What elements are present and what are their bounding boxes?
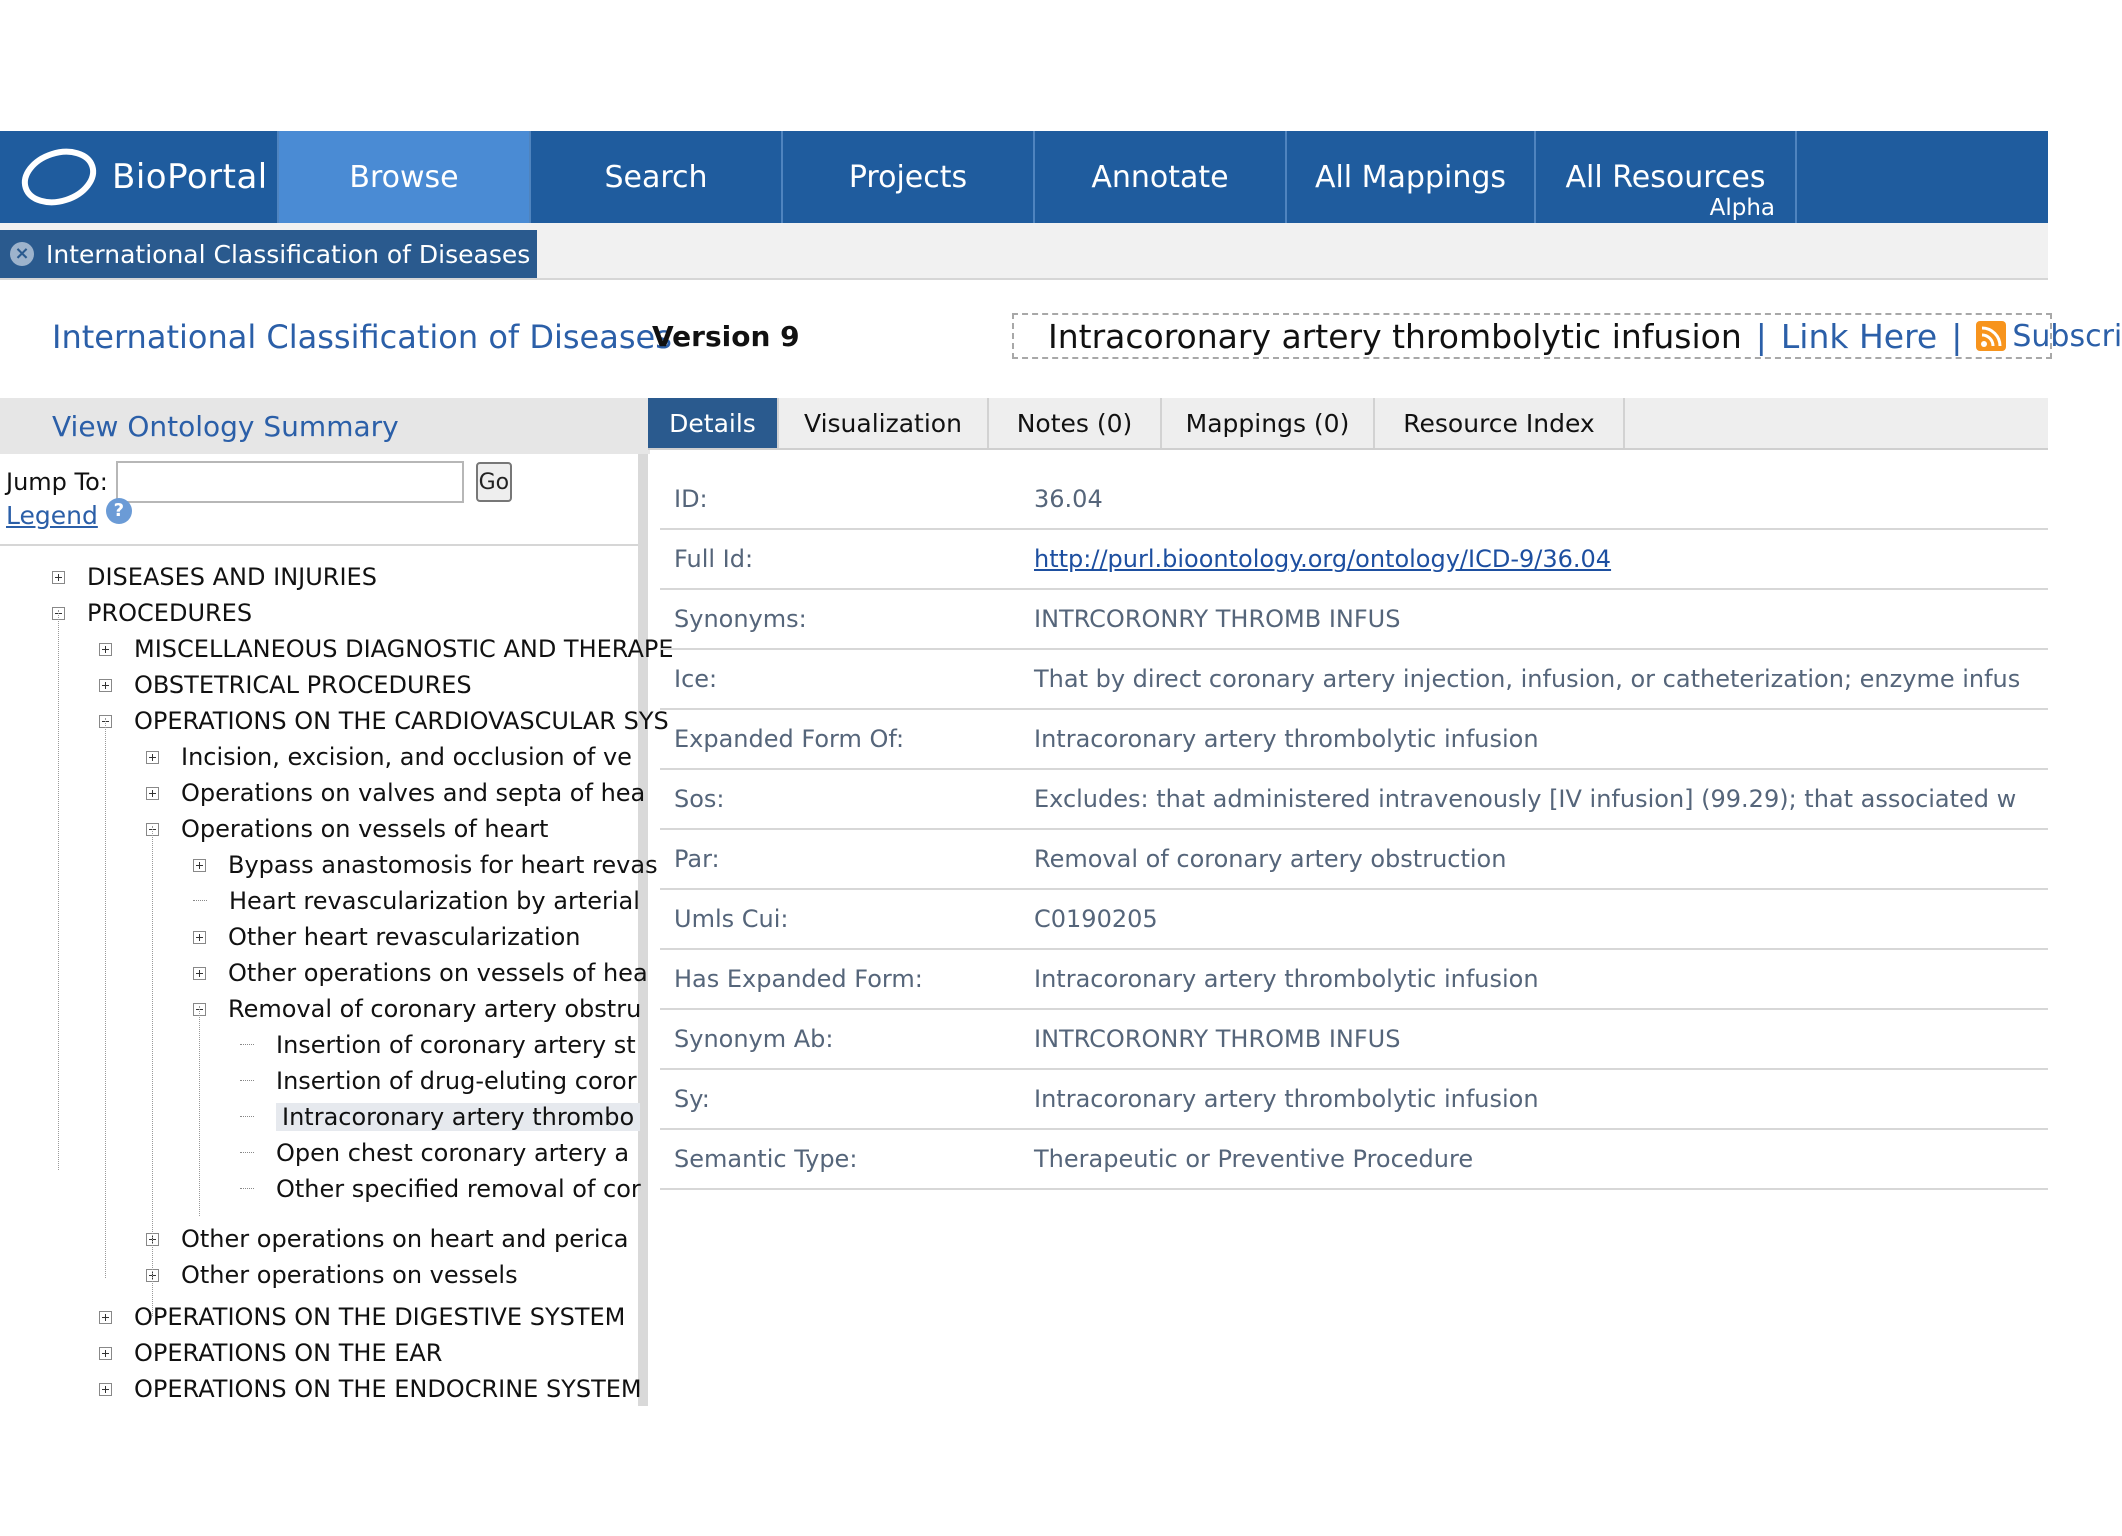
tab-visualization[interactable] [779, 398, 989, 448]
tab-resource-index[interactable] [1375, 398, 1625, 448]
tree-guide-line [58, 610, 59, 1170]
detail-row [660, 770, 2048, 830]
ontology-tree-panel [0, 398, 674, 1406]
separator: | [1951, 316, 1963, 356]
ontology-tab-strip [0, 223, 2048, 280]
tree-node-label[interactable]: MISCELLANEOUS DIAGNOSTIC AND THERAPE [134, 635, 674, 663]
tree-node-label[interactable]: OPERATIONS ON THE DIGESTIVE SYSTEM [134, 1303, 626, 1331]
nav-tab-label: Projects [848, 159, 968, 195]
details-tab-bar [648, 398, 2048, 450]
tree-divider [0, 544, 640, 546]
detail-row [660, 830, 2048, 890]
tree-node-label[interactable]: Other operations on vessels [181, 1261, 518, 1289]
tab-label: Notes (0) [1016, 408, 1133, 438]
tree-connector [193, 900, 207, 902]
tree-node-label[interactable]: Open chest coronary artery a [276, 1139, 630, 1167]
tree-node-label[interactable]: Bypass anastomosis for heart revas [228, 851, 658, 879]
tree-node[interactable] [99, 1300, 699, 1334]
tab-mappings[interactable] [1162, 398, 1375, 448]
bioportal-logo-icon [20, 147, 98, 207]
expand-icon[interactable] [146, 751, 159, 764]
expand-icon[interactable] [193, 931, 206, 944]
top-navigation [0, 131, 2048, 223]
nav-tab-projects[interactable] [783, 131, 1035, 223]
full-id-link[interactable]: http://purl.bioontology.org/ontology/ICD-9/36.04 [1034, 545, 1612, 573]
nav-tab-all-mappings[interactable] [1287, 131, 1536, 223]
tree-connector [240, 1044, 254, 1046]
expand-icon[interactable] [99, 643, 112, 656]
concept-details-panel [648, 398, 2048, 1298]
detail-value: 36.04 [1034, 485, 1103, 513]
ontology-tab-label: International Classification of Diseases [46, 239, 531, 269]
nav-tab-browse[interactable] [279, 131, 531, 223]
expand-icon[interactable] [99, 679, 112, 692]
expand-icon[interactable] [52, 571, 65, 584]
detail-row [660, 650, 2048, 710]
tree-connector [240, 1080, 254, 1082]
tree-node-label[interactable]: PROCEDURES [87, 599, 253, 627]
tree-node[interactable] [99, 1336, 699, 1370]
detail-value: Intracoronary artery thrombolytic infusion [1034, 725, 1539, 753]
legend-link[interactable]: Legend [6, 501, 98, 530]
tree-node-label[interactable]: Other specified removal of cor [276, 1175, 641, 1203]
nav-tab-annotate[interactable] [1035, 131, 1287, 223]
tree-node[interactable] [99, 704, 699, 738]
expand-icon[interactable] [193, 859, 206, 872]
tab-label: Visualization [804, 408, 962, 438]
tree-node-label[interactable]: OPERATIONS ON THE EAR [134, 1339, 443, 1367]
rss-icon[interactable] [1976, 321, 2006, 351]
tree-node-label[interactable]: Other heart revascularization [228, 923, 581, 951]
subscribe-link[interactable]: Subscri [2012, 318, 2122, 354]
tree-node-label[interactable]: Insertion of drug-eluting coror [276, 1067, 637, 1095]
detail-value: INTRCORONRY THROMB INFUS [1034, 1025, 1401, 1053]
tab-label: Mappings (0) [1185, 408, 1350, 438]
tree-node-label[interactable]: Incision, excision, and occlusion of ve [181, 743, 632, 771]
detail-label: Par: [674, 845, 720, 873]
detail-label: Sy: [674, 1085, 710, 1113]
detail-row [660, 470, 2048, 530]
expand-icon[interactable] [99, 1347, 112, 1360]
detail-label: Synonym Ab: [674, 1025, 834, 1053]
tree-connector [240, 1152, 254, 1154]
tree-node[interactable] [99, 1372, 699, 1406]
detail-value: C0190205 [1034, 905, 1158, 933]
ontology-version: Version 9 [652, 320, 800, 353]
bioportal-logo[interactable] [0, 131, 279, 223]
expand-icon[interactable] [193, 967, 206, 980]
expand-icon[interactable] [146, 787, 159, 800]
tree-node-label[interactable]: DISEASES AND INJURIES [87, 563, 377, 591]
tree-node[interactable] [52, 560, 652, 594]
detail-value: Therapeutic or Preventive Procedure [1034, 1145, 1474, 1173]
tree-node-label[interactable]: Operations on valves and septa of hea [181, 779, 646, 807]
separator: | [1755, 316, 1767, 356]
go-button[interactable]: Go [476, 462, 512, 502]
detail-row [660, 1010, 2048, 1070]
tree-node-label[interactable]: OPERATIONS ON THE ENDOCRINE SYSTEM [134, 1375, 642, 1403]
ontology-title: International Classification of Diseases [52, 318, 672, 356]
detail-row [660, 1070, 2048, 1130]
tree-guide-line [199, 1006, 200, 1216]
nav-tab-label: All Mappings [1314, 159, 1507, 195]
jump-to-label: Jump To: [6, 468, 108, 496]
tree-node-label[interactable]: Other operations on heart and perica [181, 1225, 629, 1253]
detail-value: Intracoronary artery thrombolytic infusion [1034, 1085, 1539, 1113]
detail-row [660, 530, 2048, 590]
nav-tab-label: Browse [349, 159, 459, 195]
detail-value: INTRCORONRY THROMB INFUS [1034, 605, 1401, 633]
detail-value: Removal of coronary artery obstruction [1034, 845, 1507, 873]
legend-row [6, 501, 132, 530]
tree-guide-line [105, 718, 106, 1278]
detail-row [660, 890, 2048, 950]
detail-label: Expanded Form Of: [674, 725, 905, 753]
tab-details[interactable] [648, 398, 779, 448]
detail-row [660, 710, 2048, 770]
tab-label: Details [669, 408, 756, 438]
tree-node-label[interactable]: Heart revascularization by arterial [229, 887, 640, 915]
view-ontology-summary-link[interactable]: View Ontology Summary [0, 398, 650, 454]
tree-node-label[interactable]: OBSTETRICAL PROCEDURES [134, 671, 472, 699]
nav-tab-search[interactable] [531, 131, 783, 223]
tree-node-label[interactable]: Removal of coronary artery obstru [228, 995, 642, 1023]
help-icon[interactable]: ? [106, 498, 132, 524]
concept-header-bar [1012, 313, 2122, 359]
tree-node-label[interactable]: Other operations on vessels of hea [228, 959, 648, 987]
detail-label: Full Id: [674, 545, 754, 573]
expand-icon[interactable] [99, 1383, 112, 1396]
nav-tab-label: All Resources [1565, 159, 1766, 195]
nav-tab-all-resources[interactable] [1536, 131, 1797, 223]
tree-node-label[interactable]: OPERATIONS ON THE CARDIOVASCULAR SYS [134, 707, 669, 735]
tree-connector [240, 1188, 254, 1190]
tree-node[interactable] [99, 632, 699, 666]
tree-node[interactable] [52, 596, 652, 630]
ontology-tab[interactable] [0, 230, 537, 278]
detail-label: Ice: [674, 665, 718, 693]
detail-label: ID: [674, 485, 708, 513]
logo-text: BioPortal [112, 157, 268, 197]
nav-tab-label: Annotate [1091, 159, 1229, 195]
detail-label: Has Expanded Form: [674, 965, 923, 993]
detail-value: Intracoronary artery thrombolytic infusion [1034, 965, 1539, 993]
tree-connector [240, 1116, 254, 1118]
detail-row [660, 590, 2048, 650]
expand-icon[interactable] [99, 1311, 112, 1324]
tree-node-label[interactable]: Intracoronary artery thrombo [276, 1103, 640, 1131]
link-here-link[interactable]: Link Here [1780, 316, 1938, 356]
tree-node-label[interactable]: Operations on vessels of heart [181, 815, 549, 843]
close-icon[interactable]: × [10, 242, 34, 266]
detail-label: Semantic Type: [674, 1145, 858, 1173]
tree-node[interactable] [99, 668, 699, 702]
tree-guide-line [152, 826, 153, 1316]
detail-row [660, 1130, 2048, 1190]
detail-label: Synonyms: [674, 605, 807, 633]
concept-name: Intracoronary artery thrombolytic infusion [1048, 316, 1742, 356]
detail-row [660, 950, 2048, 1010]
detail-value: That by direct coronary artery injection, infusion, or catheterization; enzyme infus [1034, 665, 2021, 693]
tab-label: Resource Index [1403, 408, 1595, 438]
alpha-badge: Alpha [1709, 195, 1775, 221]
jump-to-input[interactable] [116, 461, 464, 503]
tab-notes[interactable] [989, 398, 1162, 448]
tree-node-label[interactable]: Insertion of coronary artery st [276, 1031, 636, 1059]
detail-value: Excludes: that administered intravenously [IV infusion] (99.29); that associated w [1034, 785, 2017, 813]
nav-tab-label: Search [604, 159, 708, 195]
detail-label: Sos: [674, 785, 725, 813]
detail-label: Umls Cui: [674, 905, 789, 933]
